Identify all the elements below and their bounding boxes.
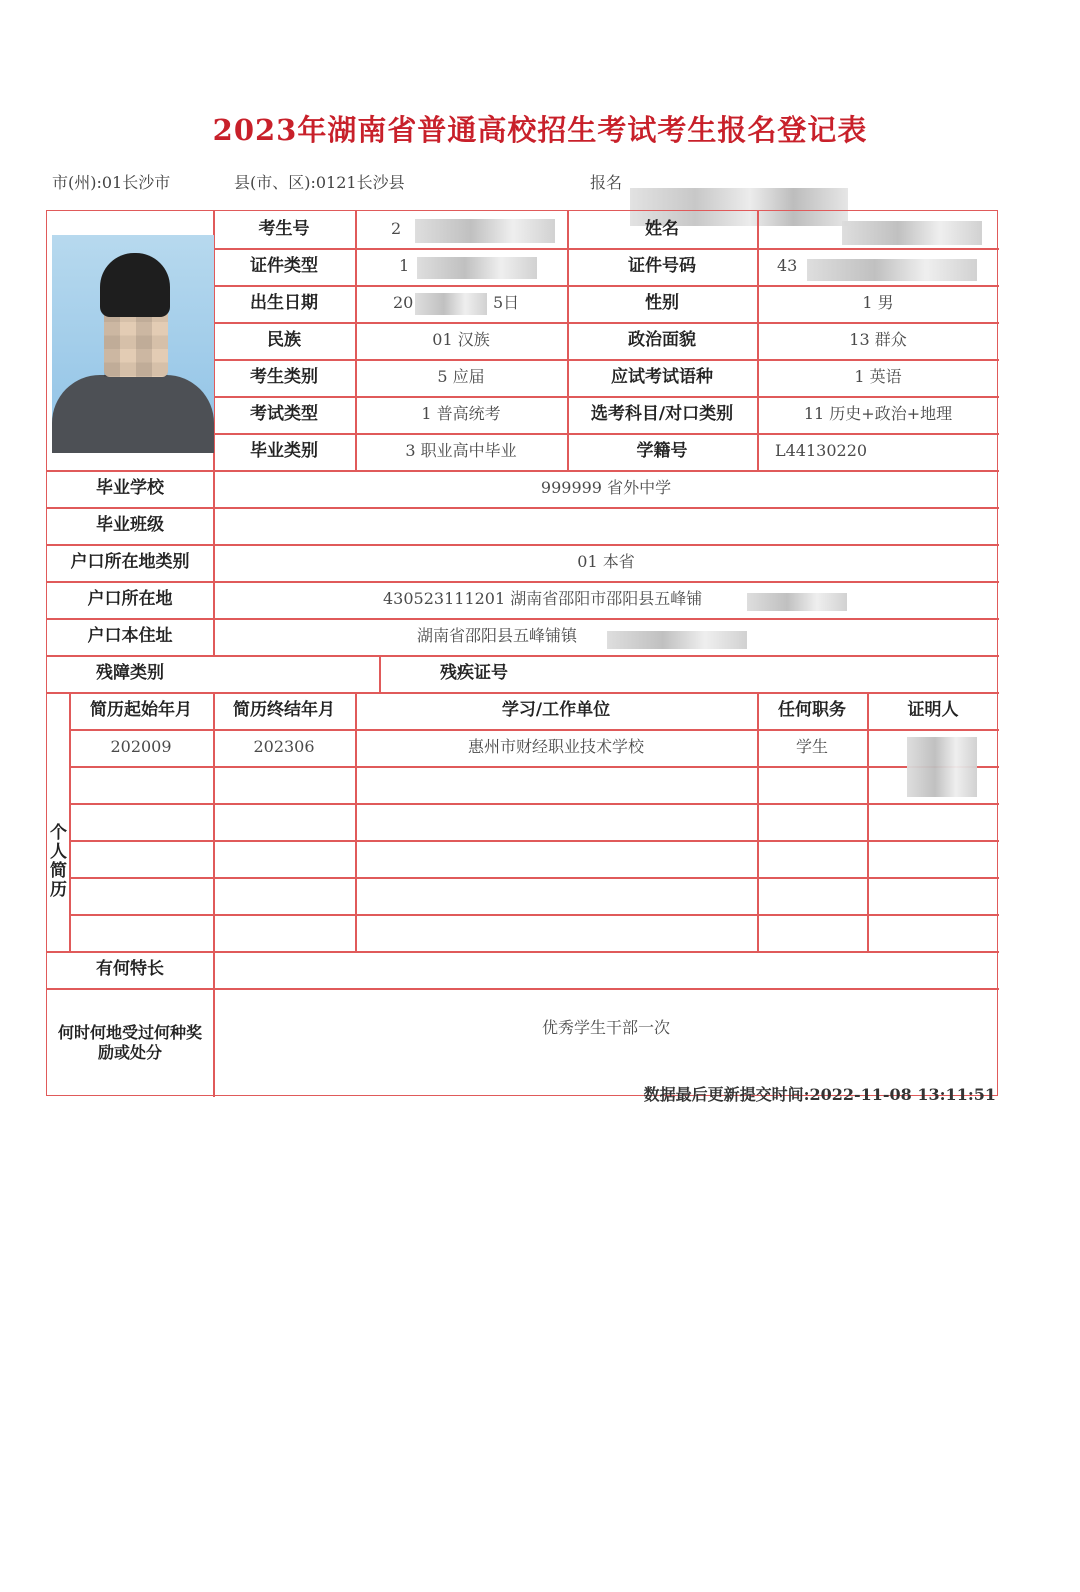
label-grad-school: 毕业学校 <box>96 477 164 498</box>
redaction-mask <box>415 293 487 315</box>
resume-row-start: 202009 <box>110 737 172 757</box>
label-hukou-place: 户口所在地 <box>87 588 173 609</box>
value-id-type: 1 <box>399 256 410 276</box>
header-resume-witness: 证明人 <box>907 699 959 720</box>
label-hukou-addr: 户口本住址 <box>87 625 173 646</box>
label-exam-no: 考生号 <box>258 218 310 239</box>
value-politics: 13 群众 <box>849 330 907 350</box>
label-grad-type: 毕业类别 <box>250 440 318 461</box>
county-field: 县(市、区):0121长沙县 <box>234 173 405 192</box>
header-resume-unit: 学习/工作单位 <box>501 699 611 720</box>
registration-field: 报名 <box>590 173 623 192</box>
label-ethnicity: 民族 <box>267 329 301 350</box>
label-language: 应试考试语种 <box>611 366 713 387</box>
value-subjects: 11 历史+政治+地理 <box>803 404 953 424</box>
value-hukou-type: 01 本省 <box>577 552 635 572</box>
value-hukou-addr: 湖南省邵阳县五峰铺镇 <box>417 626 578 646</box>
value-grad-school: 999999 省外中学 <box>540 478 672 498</box>
label-id-no: 证件号码 <box>628 255 696 276</box>
label-gender: 性别 <box>645 292 679 313</box>
candidate-photo <box>52 235 214 453</box>
value-disability-type <box>213 655 379 692</box>
value-hukou-place: 430523111201 湖南省邵阳市邵阳县五峰铺 <box>383 589 703 609</box>
label-hukou-type: 户口所在地类别 <box>70 551 190 572</box>
value-grad-class <box>213 507 999 544</box>
value-exam-type: 1 普高统考 <box>421 404 501 424</box>
label-name: 姓名 <box>645 218 679 239</box>
label-grad-class: 毕业班级 <box>96 514 164 535</box>
value-student-no: L44130220 <box>775 441 868 461</box>
redaction-mask <box>907 737 977 797</box>
value-birth-prefix: 20 <box>393 293 414 313</box>
label-subjects: 选考科目/对口类别 <box>590 403 734 424</box>
last-updated: 数据最后更新提交时间:2022-11-08 13:11:51 <box>643 1085 996 1104</box>
label-politics: 政治面貌 <box>628 329 696 350</box>
redaction-mask <box>807 259 977 281</box>
header-resume-end: 简历终结年月 <box>233 699 335 720</box>
header-resume-start: 简历起始年月 <box>90 699 192 720</box>
value-candidate-type: 5 应届 <box>437 367 485 387</box>
value-birth-suffix: 5日 <box>493 293 520 313</box>
label-id-type: 证件类型 <box>250 255 318 276</box>
value-ethnicity: 01 汉族 <box>432 330 490 350</box>
value-awards: 优秀学生干部一次 <box>541 1017 670 1037</box>
value-exam-no: 2 <box>391 219 402 239</box>
label-disability-type: 残障类别 <box>96 662 164 683</box>
redaction-mask <box>415 219 555 243</box>
label-student-no: 学籍号 <box>636 440 688 461</box>
redaction-mask <box>842 221 982 245</box>
resume-row-end: 202306 <box>253 737 315 757</box>
label-disability-no: 残疾证号 <box>440 662 508 683</box>
city-field: 市(州):01长沙市 <box>52 173 171 192</box>
label-candidate-type: 考生类别 <box>250 366 318 387</box>
value-grad-type: 3 职业高中毕业 <box>405 441 517 461</box>
value-id-no: 43 <box>777 256 798 276</box>
value-gender: 1 男 <box>862 293 894 313</box>
value-disability-no <box>569 655 999 692</box>
label-specialty: 有何特长 <box>96 958 164 979</box>
label-birth: 出生日期 <box>250 292 318 313</box>
redaction-mask <box>607 631 747 649</box>
registration-form <box>46 210 998 1096</box>
label-awards: 何时何地受过何种奖励或处分 <box>57 1022 202 1062</box>
label-exam-type: 考试类型 <box>250 403 318 424</box>
value-language: 1 英语 <box>854 367 902 387</box>
value-specialty <box>213 951 999 988</box>
resume-side-label: 个人简历 <box>46 823 66 899</box>
redaction-mask <box>417 257 537 279</box>
redaction-mask <box>747 593 847 611</box>
form-title: 2023年湖南省普通高校招生考试考生报名登记表 <box>212 113 868 147</box>
resume-row-unit: 惠州市财经职业技术学校 <box>467 737 644 757</box>
resume-row-position: 学生 <box>795 737 828 757</box>
header-resume-position: 任何职务 <box>778 699 846 720</box>
